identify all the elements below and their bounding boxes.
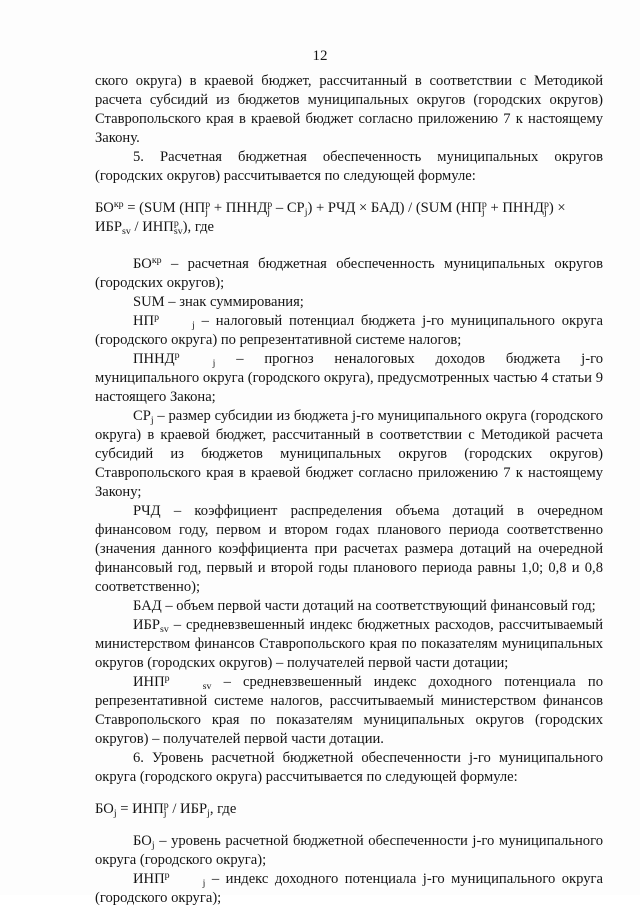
subscript: sv — [160, 624, 169, 636]
superscript: кр — [113, 198, 124, 210]
text-run: – уровень расчетной бюджетной обеспеченности j-го муниципального округа (городского округа); — [95, 833, 603, 868]
superscript: р — [164, 869, 170, 881]
text-run: СР — [133, 408, 151, 424]
text-run: / ИБР — [168, 801, 208, 817]
text-run: РЧД – коэффициент распределения объема дотаций в очередном финансовом году, первом и втором годах планового периода соответственно (значения данного коэффициента при расчетах размера дотаций на очередной финансовый год, первый и второй годы планового периода равны 1,0; 0,8 и 0,8 соответственно); — [95, 503, 603, 595]
text-run: SUM – знак суммирования; — [133, 294, 304, 310]
subscript: j — [151, 840, 155, 852]
superscript: р — [267, 198, 273, 210]
text-run: – индекс доходного потенциала j-го муниципального округа (городского округа); — [95, 871, 603, 906]
text-run: НП — [133, 313, 155, 329]
definition-rchd — [95, 502, 603, 597]
text-run: – прогноз неналоговых доходов бюджета j-го муниципального округа (городского округа), предусмотренных частью 4 статьи 9 настоящего Закона; — [95, 351, 603, 405]
paragraph-item-5 — [95, 148, 603, 186]
text-run: ИНП — [133, 871, 165, 887]
text-run: БО — [95, 200, 114, 216]
superscript: кр — [151, 254, 162, 266]
definition-pnnd: $ПННД^рj$ – прогноз неналоговых доходов бюджета j-го муниципального округа (городского округа), предусмотренных частью 4 статьи 9 настоящего Закона; — [95, 349, 603, 405]
text-run: 6. Уровень расчетной бюджетной обеспеченности j-го муниципального округа (городского округа) рассчитывается по следующей формуле: — [95, 750, 603, 785]
text-run: + ПННД — [486, 200, 544, 216]
text-run: – налоговый потенциал бюджета j-го муниципального округа (городского округа) по репрезентативной системе налогов; — [95, 313, 603, 348]
superscript: р — [174, 349, 180, 361]
definition-inp-j: $ИНП^рj$ – индекс доходного потенциала j-го муниципального округа (городского округа); — [95, 869, 603, 906]
text-run: – средневзвешенный индекс бюджетных расходов, рассчитываемый министерством финансов Ставропольского края по показателям муниципальных округов (городских округов) – получателей первой части дотации; — [95, 617, 603, 671]
text-run: = ИНП — [116, 801, 164, 817]
subscript: j — [113, 808, 117, 820]
subscript: sv — [122, 226, 131, 238]
text-run: – СР — [272, 200, 305, 216]
formula-bo-j: $БО_j = ИНП^рj / ИБР_j$, где — [95, 799, 237, 820]
definition-bo-kr — [95, 255, 603, 293]
text-run: – средневзвешенный индекс доходного потенциала по репрезентативной системе налогов, рассчитываемый министерством финансов Ставропольского края по показателям муниципальных округов (городских округов) – получателей первой части дотации. — [95, 674, 603, 747]
text-run: ПННД — [133, 351, 175, 367]
subscript: j — [304, 207, 308, 219]
text-run: + ПННД — [210, 200, 268, 216]
superscript: р — [164, 672, 170, 684]
superscript: р — [163, 799, 169, 811]
page-number: 12 — [312, 48, 328, 64]
definition-bad — [95, 597, 603, 616]
subscript: j — [207, 808, 210, 820]
text-run: ), где — [182, 219, 214, 235]
definition-sum — [95, 293, 603, 312]
document-body — [95, 72, 603, 908]
subscript: j — [150, 415, 154, 427]
text-run: 5. Расчетная бюджетная обеспеченность муниципальных округов (городских округов) рассчитывается по следующей формуле: — [95, 149, 603, 184]
text-run: ) × ИБР — [95, 200, 566, 235]
superscript: р — [481, 198, 487, 210]
superscript: р — [205, 198, 211, 210]
text-run: БО — [133, 256, 152, 272]
text-run: БО — [133, 833, 152, 849]
paragraph-continuation — [95, 72, 603, 148]
text-run: ) + РЧД × БАД) / (SUM (НП — [307, 200, 482, 216]
text-run: ИБР — [133, 617, 161, 633]
superscript: р — [543, 198, 549, 210]
superscript: р — [154, 311, 160, 323]
text-run: , где — [209, 801, 237, 817]
text-run: / ИНП — [130, 219, 174, 235]
text-run: – расчетная бюджетная обеспеченность муниципальных округов (городских округов); — [95, 256, 603, 291]
text-run: БАД – объем первой части дотаций на соответствующий финансовый год; — [133, 598, 596, 614]
paragraph-item-6 — [95, 749, 603, 787]
definition-ibr-sv — [95, 616, 603, 673]
formula-bo-kr: $БО^{кр} = (SUM$ ($НП^рj$ + $ПННД^рj - СР_j$) + РЧД × БАД) / (SUM ($НП^рj$ + $ПННД^рj$ ) × $ИБР_{sv} / ИНП^рsv$), где — [95, 198, 566, 238]
text-run: БО — [95, 801, 114, 817]
definition-inp-sv: $ИНП^рsv$ – средневзвешенный индекс доходного потенциала по репрезентативной системе налогов, рассчитываемый министерством финансов Ставропольского края по показателям муниципальных округов (городских округов) – получателей первой части дотации. — [95, 672, 603, 747]
text-run: ского округа) в краевой бюджет, рассчитанный в соответствии с Методикой расчета субсидий из бюджетов муниципальных округов (городских округов) Ставропольского края в краевой бюджет согласно приложению 7 к настоящему Закону. — [95, 73, 603, 146]
definition-sr — [95, 407, 603, 502]
text-run: = (SUM (НП — [123, 200, 206, 216]
text-run: ИНП — [133, 674, 165, 690]
text-run: – размер субсидии из бюджета j-го муниципального округа (городского округа) в краевой бюджет, рассчитанный в соответствии с Методикой расчета субсидий из бюджетов муниципальных округов (городских округов) Ставропольского края в краевой бюджет согласно приложению 7 к настоящему Закону; — [95, 408, 603, 500]
superscript: р — [173, 217, 179, 229]
definition-np: $НП^рj$ – налоговый потенциал бюджета j-го муниципального округа (городского округа) по репрезентативной системе налогов; — [95, 311, 603, 348]
definition-bo-j — [95, 832, 603, 870]
